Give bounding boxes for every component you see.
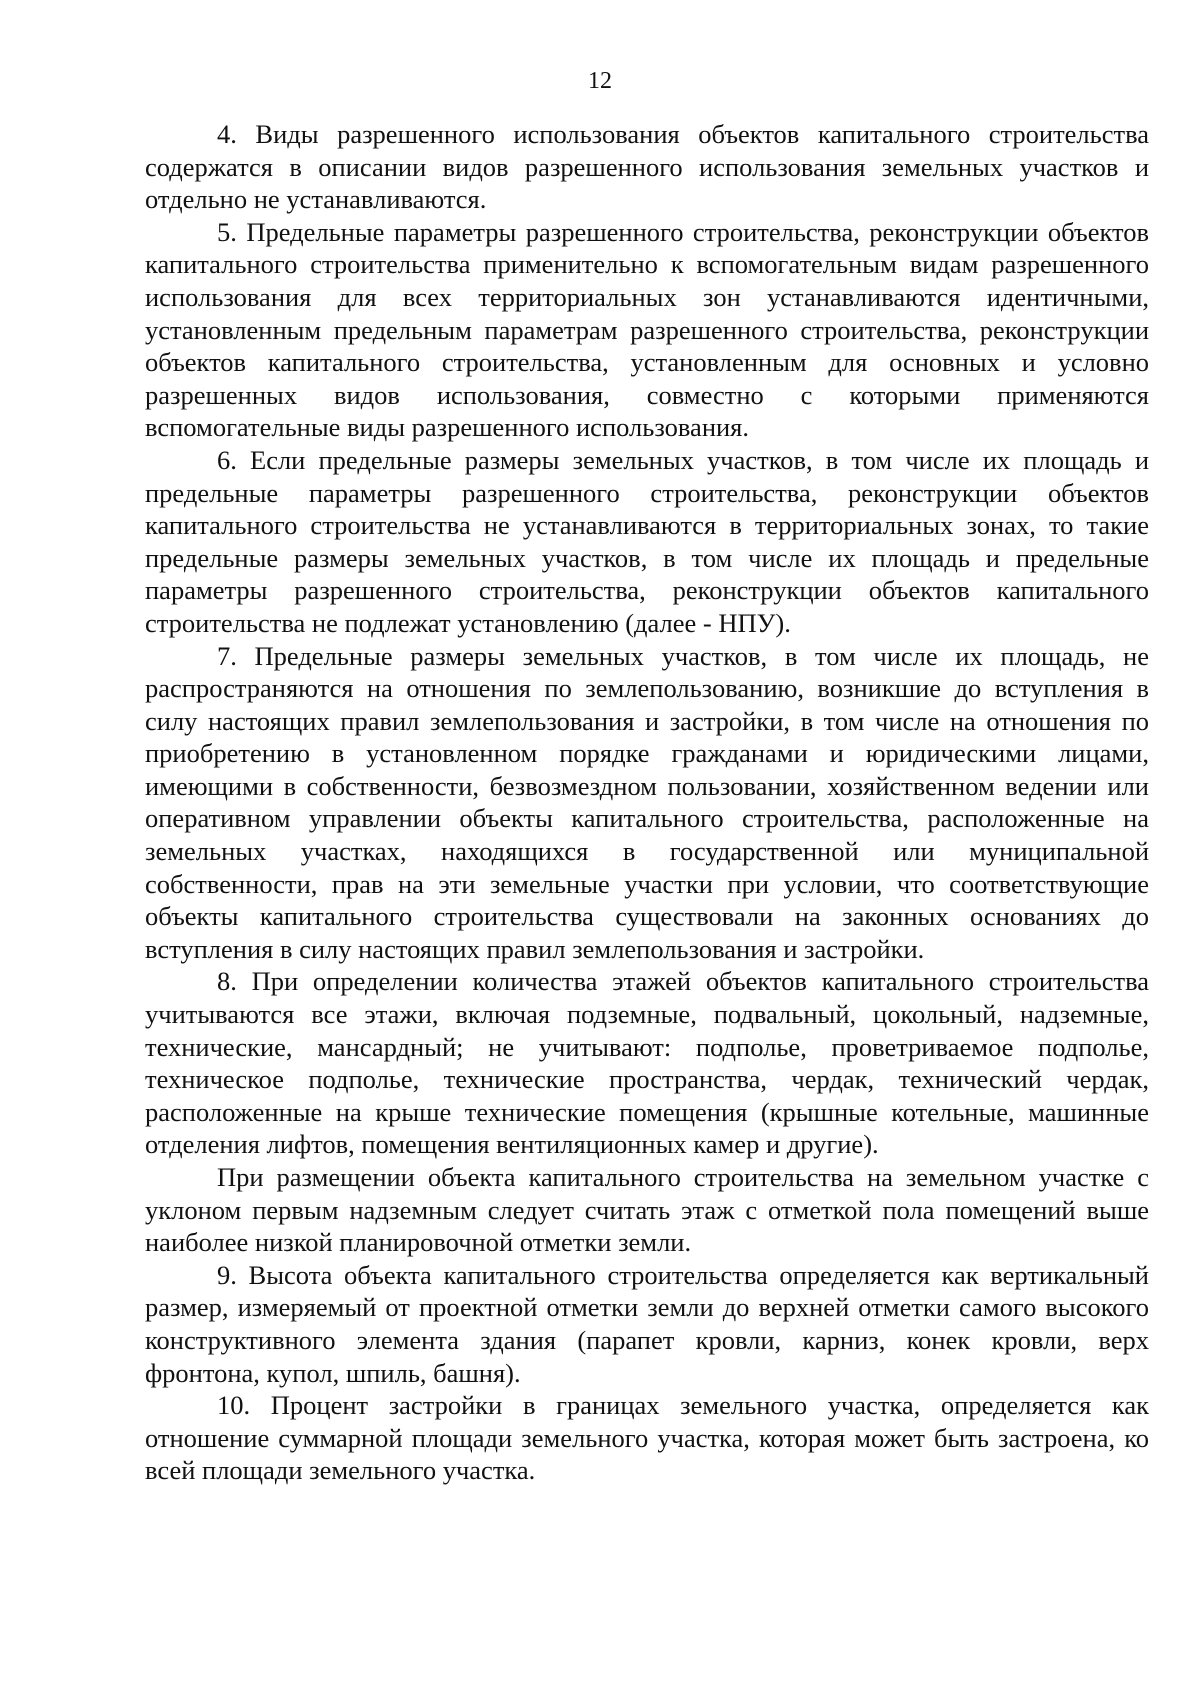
paragraph-8: 8. При определении количества этажей объектов капитального строительства учитываются все этажи, включая подземные, подвальный, цокольный, надземные, технические, мансардный; не учитывают: подполье, проветриваемое подполье, техническое подполье, технические пространства, чердак, технический чердак, расположенные на крыше технические помещения (крышные котельные, машинные отделения лифтов, помещения вентиляционных камер и другие).	[145, 966, 1149, 1160]
paragraph-6: 6. Если предельные размеры земельных участков, в том числе их площадь и предельные параметры разрешенного строительства, реконструкции объектов капитального строительства не устанавливаются в территориальных зонах, то такие предельные размеры земельных участков, в том числе их площадь и предельные параметры разрешенного строительства, реконструкции объектов капитального строительства не подлежат установлению (далее - НПУ).	[145, 444, 1149, 638]
page-number: 12	[588, 68, 612, 94]
paragraph-5: 5. Предельные параметры разрешенного строительства, реконструкции объектов капитального строительства применительно к вспомогательным видам разрешенного использования для всех территориальных зон устанавливаются идентичными, установленным предельным параметрам разрешенного строительства, реконструкции объектов капитального строительства, установленным для основных и условно разрешенных видов использования, совместно с которыми применяются вспомогательные виды разрешенного использования.	[145, 216, 1149, 443]
paragraph-8-continuation: При размещении объекта капитального строительства на земельном участке с уклоном первым надземным следует считать этаж с отметкой пола помещений выше наиболее низкой планировочной отметки земли.	[145, 1162, 1149, 1258]
paragraph-10: 10. Процент застройки в границах земельного участка, определяется как отношение суммарной площади земельного участка, которая может быть застроена, ко всей площади земельного участка.	[145, 1390, 1149, 1486]
paragraph-4: 4. Виды разрешенного использования объектов капитального строительства содержатся в описании видов разрешенного использования земельных участков и отдельно не устанавливаются.	[145, 119, 1149, 215]
paragraph-9: 9. Высота объекта капитального строительства определяется как вертикальный размер, измеряемый от проектной отметки земли до верхней отметки самого высокого конструктивного элемента здания (парапет кровли, карниз, конек кровли, верх фронтона, купол, шпиль, башня).	[145, 1259, 1149, 1388]
paragraph-7: 7. Предельные размеры земельных участков, в том числе их площадь, не распространяются на отношения по землепользованию, возникшие до вступления в силу настоящих правил землепользования и застройки, в том числе на отношения по приобретению в установленном порядке гражданами и юридическими лицами, имеющими в собственности, безвозмездном пользовании, хозяйственном ведении или оперативном управлении объекты капитального строительства, расположенные на земельных участках, находящихся в государственной или муниципальной собственности, прав на эти земельные участки при условии, что соответствующие объекты капитального строительства существовали на законных основаниях до вступления в силу настоящих правил землепользования и застройки.	[145, 640, 1149, 964]
document-body	[145, 118, 1149, 1487]
